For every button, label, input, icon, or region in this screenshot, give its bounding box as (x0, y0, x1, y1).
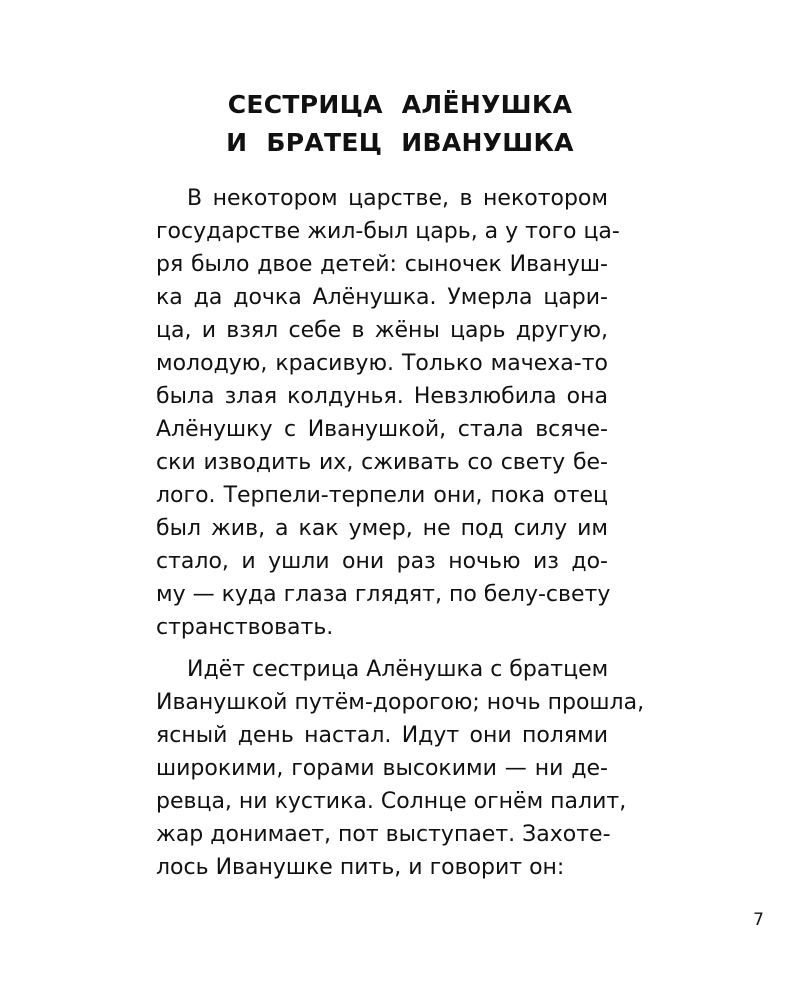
text-line: ски изводить их, сживать со свету бе- (156, 450, 608, 475)
text-line: лось Иванушке пить, и говорит он: (156, 855, 565, 880)
text-line: ревца, ни кустика. Солнце огнём палит, (156, 789, 627, 814)
text-line: жар донимает, пот выступает. Захоте- (156, 822, 611, 847)
text-line: ря было двое детей: сыночек Ивануш- (156, 252, 608, 277)
text-line: ясный день настал. Идут они полями (156, 723, 608, 748)
text-line: была злая колдунья. Невзлюбила она (156, 384, 608, 409)
story-body (156, 182, 645, 893)
page-number: 7 (753, 910, 764, 930)
text-line: стало, и ушли они раз ночью из до- (156, 549, 608, 574)
text-line: лого. Терпели-терпели они, пока отец (156, 483, 608, 508)
text-line: В некотором царстве, в некотором (187, 186, 608, 211)
text-line: был жив, а как умер, не под силу им (156, 516, 608, 541)
text-line: государстве жил-был царь, а у того ца- (156, 219, 620, 244)
text-line: ка да дочка Алёнушка. Умерла цари- (156, 285, 608, 310)
paragraph-2 (156, 653, 645, 884)
text-line: молодую, красивую. Только мачеха-то (156, 351, 608, 376)
title-line-2: И БРАТЕЦ ИВАНУШКА (226, 128, 574, 157)
text-line: Идёт сестрица Алёнушка с братцем (187, 657, 609, 682)
text-line: ца, и взял себе в жёны царь другую, (156, 318, 608, 343)
text-line: Иванушкой путём-дорогою; ночь прошла, (156, 690, 645, 715)
text-line: странствовать. (156, 615, 334, 640)
story-title (0, 86, 800, 162)
text-line: Алёнушку с Иванушкой, стала всяче- (156, 417, 608, 442)
paragraph-1 (156, 182, 620, 644)
text-line: широкими, горами высокими — ни де- (156, 756, 608, 781)
text-line: му — куда глаза глядят, по белу-свету (156, 582, 611, 607)
title-line-1: СЕСТРИЦА АЛЁНУШКА (227, 90, 573, 119)
